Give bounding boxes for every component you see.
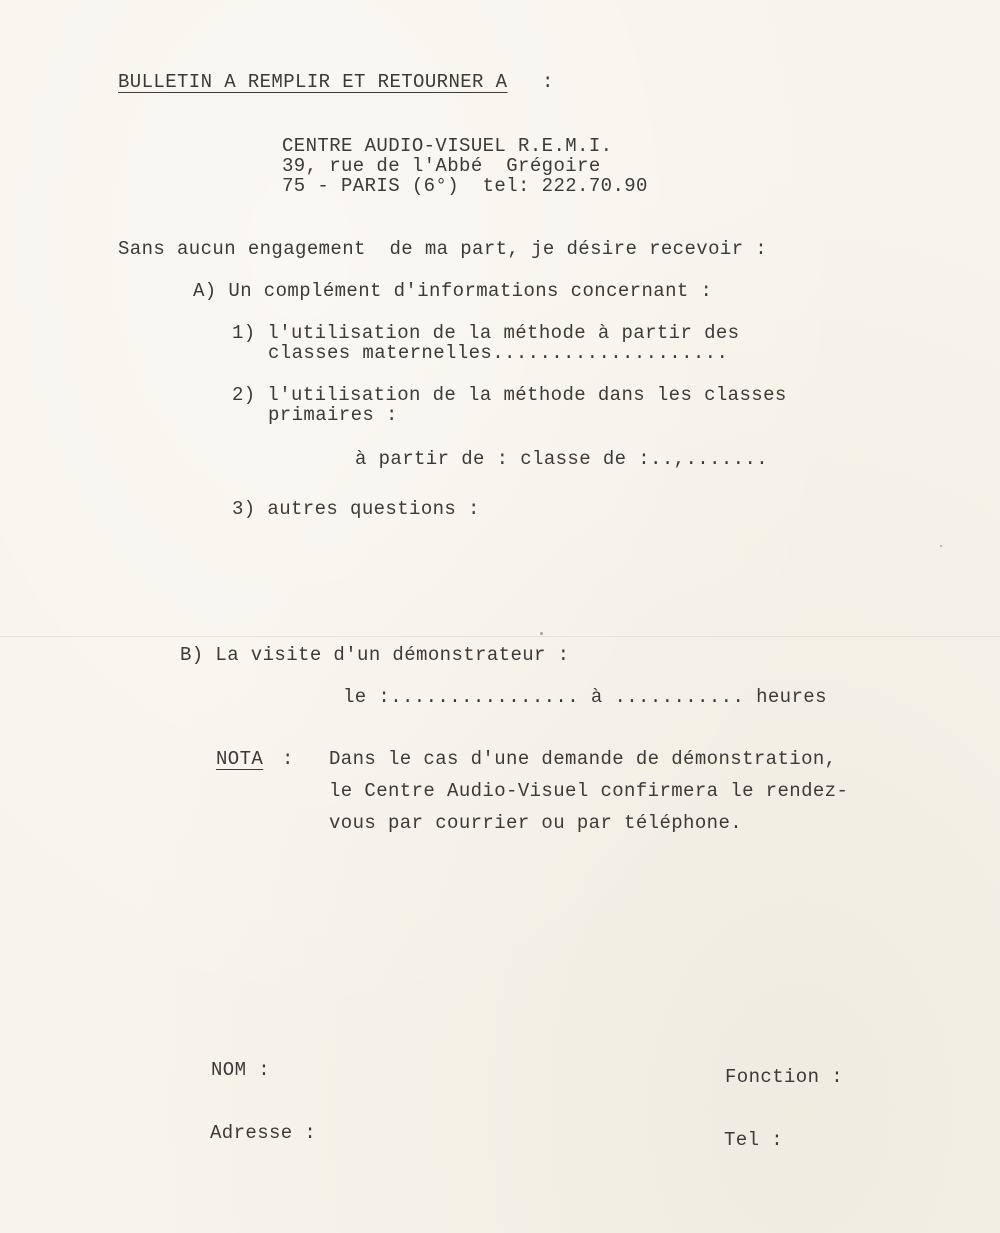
bulletin-heading-colon: : xyxy=(542,71,554,93)
paper-speck xyxy=(540,632,543,635)
tel-field-label: Tel : xyxy=(724,1129,784,1151)
section-a-item-3: 3) autres questions : xyxy=(232,498,480,520)
address-line-2: 39, rue de l'Abbé Grégoire xyxy=(282,155,601,177)
nota-line-2: le Centre Audio-Visuel confirmera le rendez- xyxy=(329,780,849,802)
address-line-3: 75 - PARIS (6°) tel: 222.70.90 xyxy=(282,175,648,197)
nota-line-3: vous par courrier ou par téléphone. xyxy=(329,812,743,834)
section-a-item-2-line-1: 2) l'utilisation de la méthode dans les classes xyxy=(232,384,787,406)
nota-label: NOTA xyxy=(216,748,264,770)
section-a-item-1-line-2: classes maternelles.................... xyxy=(268,342,729,364)
nota-colon: : xyxy=(282,748,294,770)
section-b-title: B) La visite d'un démonstrateur : xyxy=(180,644,570,666)
section-a-item-1-line-1: 1) l'utilisation de la méthode à partir des xyxy=(232,322,740,344)
section-a-title: A) Un complément d'informations concernant : xyxy=(193,280,713,302)
paper-fold-line xyxy=(0,636,1000,637)
fonction-field-label: Fonction : xyxy=(725,1066,844,1088)
section-a-item-2-class-line: à partir de : classe de :..,....... xyxy=(355,448,769,470)
nom-field-label: NOM : xyxy=(211,1059,271,1081)
address-line-1: CENTRE AUDIO-VISUEL R.E.M.I. xyxy=(282,135,613,157)
paper-speck xyxy=(940,545,942,547)
section-a-item-2-line-2: primaires : xyxy=(268,404,398,426)
nota-line-1: Dans le cas d'une demande de démonstration, xyxy=(329,748,837,770)
adresse-field-label: Adresse : xyxy=(210,1122,317,1144)
intro-text: Sans aucun engagement de ma part, je désire recevoir : xyxy=(118,238,768,260)
bulletin-heading: BULLETIN A REMPLIR ET RETOURNER A xyxy=(118,71,508,93)
section-b-appointment-line: le :................ à ........... heures xyxy=(343,686,827,708)
